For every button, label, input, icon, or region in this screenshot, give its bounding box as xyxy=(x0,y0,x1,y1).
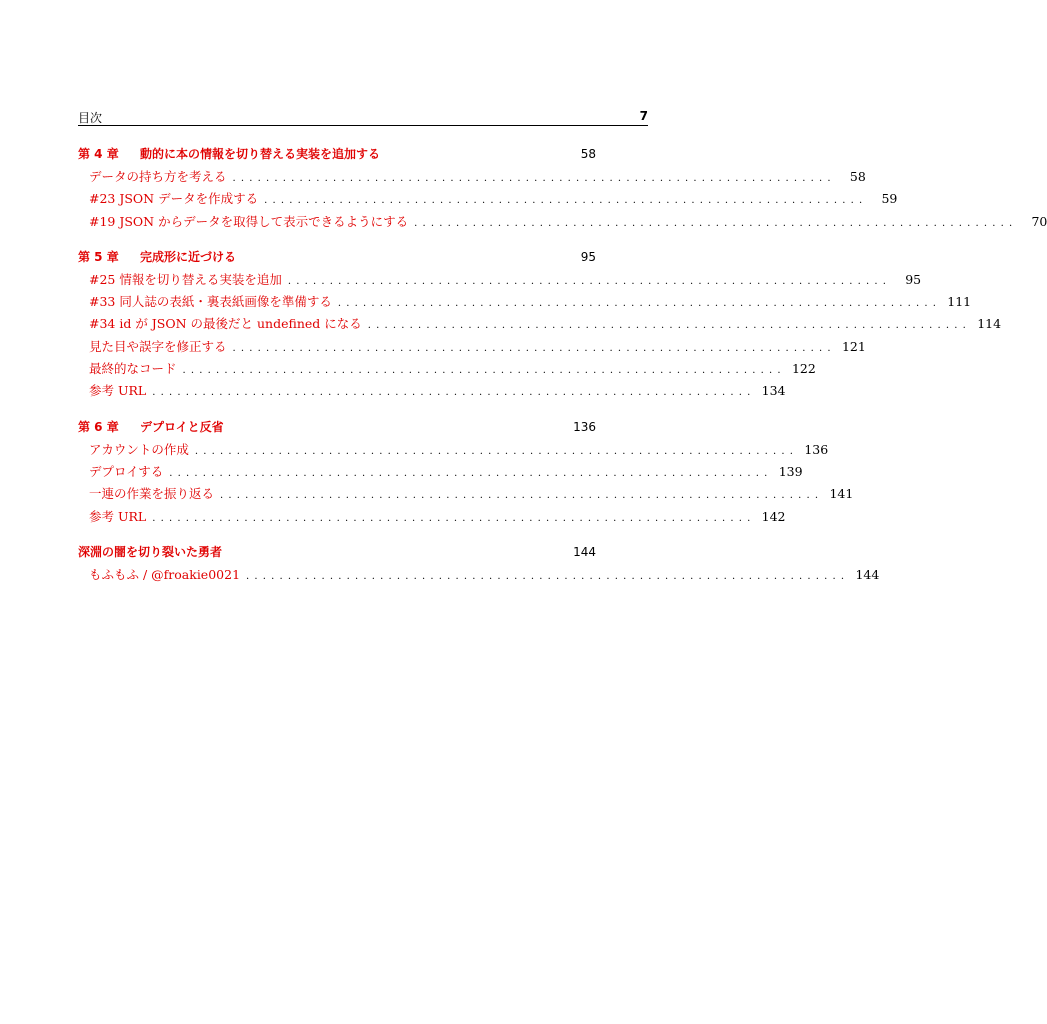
dot-leader: ........................................................................ xyxy=(414,217,1018,229)
chapter-title[interactable]: 深淵の闇を切り裂いた勇者 xyxy=(78,544,223,559)
dot-leader: ........................................................................ xyxy=(152,387,756,399)
entry-page: 136 xyxy=(804,441,829,457)
toc-entry[interactable] xyxy=(78,167,866,189)
entry-page: 114 xyxy=(977,316,1002,332)
dot-leader: ........................................................................ xyxy=(220,490,824,502)
entry-page: 134 xyxy=(761,383,786,399)
entry-title[interactable]: #34 id が JSON の最後だと undefined になる xyxy=(89,316,362,332)
entry-title[interactable]: #19 JSON からデータを取得して表示できるようにする xyxy=(89,213,409,229)
chapter-title[interactable]: 完成形に近づける xyxy=(140,249,237,264)
entry-title[interactable]: #25 情報を切り替える実装を追加 xyxy=(89,271,282,287)
toc-entry[interactable] xyxy=(78,565,880,587)
dot-leader: ........................................................................ xyxy=(367,320,972,332)
table-of-contents xyxy=(78,145,1047,587)
entry-page: 58 xyxy=(849,169,866,184)
entry-title[interactable]: アカウントの作成 xyxy=(89,441,189,457)
entry-title[interactable]: 見た目や誤字を修正する xyxy=(89,338,227,354)
dot-leader: ........................................................................ xyxy=(169,467,773,479)
entry-title[interactable]: デプロイする xyxy=(89,463,164,479)
entry-title[interactable]: #23 JSON データを作成する xyxy=(89,191,259,207)
toc-chapter[interactable] xyxy=(78,543,596,565)
toc-entry[interactable] xyxy=(78,484,854,506)
toc-entry[interactable] xyxy=(78,359,816,381)
toc-entry[interactable] xyxy=(78,292,972,314)
entry-title[interactable]: データの持ち方を考える xyxy=(89,169,227,184)
dot-leader: ........................................................................ xyxy=(194,445,799,457)
dot-leader: ........................................................................ xyxy=(152,512,756,524)
toc-chapter[interactable] xyxy=(78,248,596,270)
entry-page: 144 xyxy=(855,566,880,582)
chapter-title[interactable]: 動的に本の情報を切り替える実装を追加する xyxy=(140,147,381,161)
entry-title[interactable]: 最終的なコード xyxy=(89,361,177,377)
header-page-number: 7 xyxy=(639,109,648,123)
toc-entry[interactable] xyxy=(78,381,786,403)
toc-entry[interactable] xyxy=(78,507,786,529)
running-header xyxy=(78,109,648,126)
entry-page: 141 xyxy=(829,486,854,502)
entry-title[interactable]: もふもふ / @froakie0021 xyxy=(89,566,241,582)
dot-leader: ........................................................................ xyxy=(246,570,850,582)
entry-page: 70 xyxy=(1031,213,1047,229)
dot-leader: ........................................................................ xyxy=(287,275,892,287)
chapter-page: 144 xyxy=(573,544,596,559)
entry-page: 95 xyxy=(905,271,922,287)
header-title: 目次 xyxy=(78,111,103,125)
toc-entry[interactable] xyxy=(78,270,922,292)
dot-leader: ........................................................................ xyxy=(337,298,942,310)
entry-page: 142 xyxy=(761,508,786,524)
toc-chapter[interactable] xyxy=(78,418,596,440)
entry-page: 111 xyxy=(947,294,972,310)
dot-leader: ........................................................................ xyxy=(182,365,786,377)
entry-page: 121 xyxy=(841,338,866,354)
entry-title[interactable]: 一連の作業を振り返る xyxy=(89,486,215,502)
toc-chapter[interactable] xyxy=(78,145,596,167)
chapter-number: 第 6 章 xyxy=(78,419,119,434)
chapter-page: 136 xyxy=(573,419,596,434)
toc-entry[interactable] xyxy=(78,212,1047,234)
dot-leader: ........................................................................ xyxy=(264,195,868,207)
entry-page: 139 xyxy=(778,463,803,479)
chapter-number: 第 5 章 xyxy=(78,249,119,264)
entry-page: 59 xyxy=(881,191,898,207)
entry-title[interactable]: #33 同人誌の表紙・裏表紙画像を準備する xyxy=(89,294,332,310)
dot-leader: ........................................................................ xyxy=(232,342,836,354)
chapter-title[interactable]: デプロイと反省 xyxy=(140,419,224,434)
entry-title[interactable]: 参考 URL xyxy=(89,508,147,524)
chapter-page: 58 xyxy=(580,147,596,161)
chapter-page: 95 xyxy=(580,249,596,264)
dot-leader: ........................................................................ xyxy=(232,173,836,184)
toc-entry[interactable] xyxy=(78,337,866,359)
chapter-number: 第 4 章 xyxy=(78,147,119,161)
toc-entry[interactable] xyxy=(78,440,829,462)
toc-entry[interactable] xyxy=(78,462,803,484)
toc-entry[interactable] xyxy=(78,189,898,211)
entry-page: 122 xyxy=(791,361,816,377)
entry-title[interactable]: 参考 URL xyxy=(89,383,147,399)
toc-entry[interactable] xyxy=(78,314,1002,336)
